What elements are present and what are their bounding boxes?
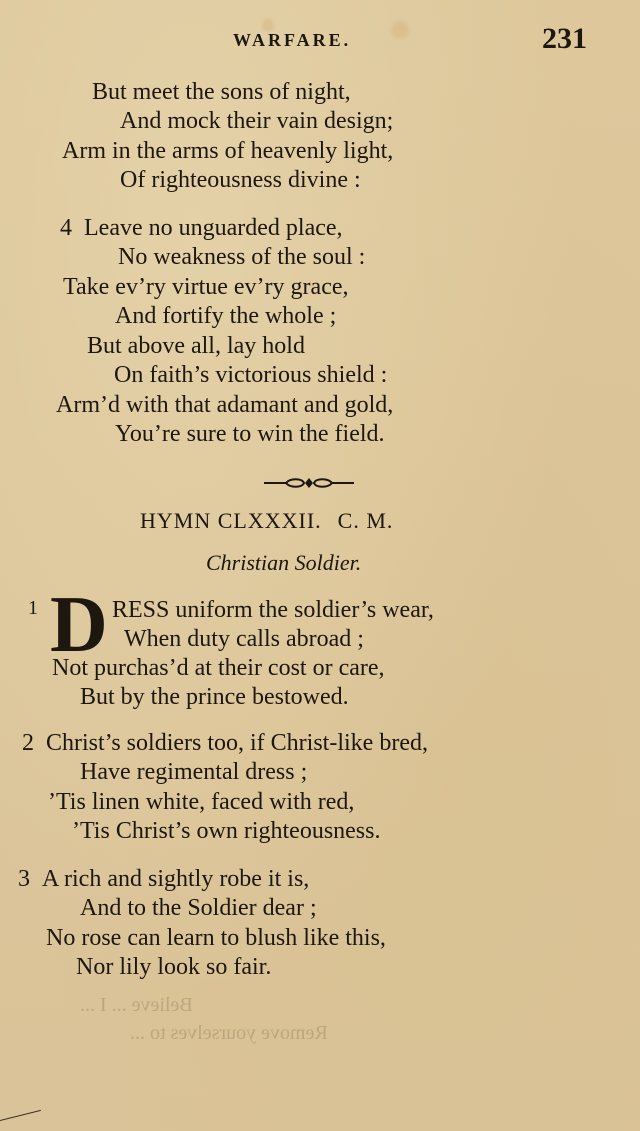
verse-line: You’re sure to win the field.	[115, 421, 385, 447]
verse-line: And mock their vain design;	[120, 108, 394, 134]
verse-line: A rich and sightly robe it is,	[42, 866, 310, 892]
verse-line: Arm’d with that adamant and gold,	[56, 392, 394, 418]
hymn-subtitle: Christian Soldier.	[206, 550, 362, 575]
verse-line: ’Tis Christ’s own righteousness.	[72, 818, 381, 844]
verse-line: Of righteousness divine :	[120, 167, 361, 193]
hymn-title	[140, 508, 393, 534]
verse-line: Not purchas’d at their cost or care,	[52, 655, 385, 681]
verse-line: Leave no unguarded place,	[84, 215, 343, 241]
show-through-text: Remove yourselves to ...	[130, 1022, 328, 1044]
stanza-number: 3	[18, 866, 30, 892]
stanza-number: 4	[60, 215, 72, 241]
stanza-3-first-line	[18, 865, 309, 893]
stanza-2-first-line	[22, 729, 428, 757]
hymn-number: HYMN CLXXXII.	[140, 508, 322, 533]
verse-line: When duty calls abroad ;	[124, 626, 364, 652]
verse-line: On faith’s victorious shield :	[114, 362, 388, 388]
verse-line: But by the prince bestowed.	[80, 684, 349, 710]
verse-line: Christ’s soldiers too, if Christ-like bred,	[46, 730, 428, 756]
verse-line: ’Tis linen white, faced with red,	[48, 789, 355, 815]
verse-line: No weakness of the soul :	[118, 244, 366, 270]
verse-line: Take ev’ry virtue ev’ry grace,	[63, 274, 349, 300]
hymn-meter: C. M.	[337, 508, 394, 533]
verse-line: But above all, lay hold	[87, 333, 305, 359]
verse-line: Nor lily look so fair.	[76, 954, 272, 980]
stanza-number: 1	[28, 597, 38, 619]
running-head: WARFARE.	[233, 30, 352, 50]
fleuron-divider-icon	[264, 476, 354, 490]
show-through-text: Believe ... I ...	[80, 994, 193, 1016]
stanza-number: 2	[22, 730, 34, 756]
verse-line: RESS uniform the soldier’s wear,	[112, 597, 434, 623]
verse-line: And to the Soldier dear ;	[80, 895, 317, 921]
verse-line: Arm in the arms of heavenly light,	[62, 138, 394, 164]
margin-mark	[0, 1110, 41, 1121]
stanza-4-first-line	[60, 214, 343, 242]
verse-line: Have regimental dress ;	[80, 759, 308, 785]
verse-line: But meet the sons of night,	[92, 79, 351, 105]
page-number: 231	[542, 22, 587, 55]
verse-line: And fortify the whole ;	[115, 303, 337, 329]
drop-cap: D	[50, 581, 106, 669]
verse-line: No rose can learn to blush like this,	[46, 925, 386, 951]
